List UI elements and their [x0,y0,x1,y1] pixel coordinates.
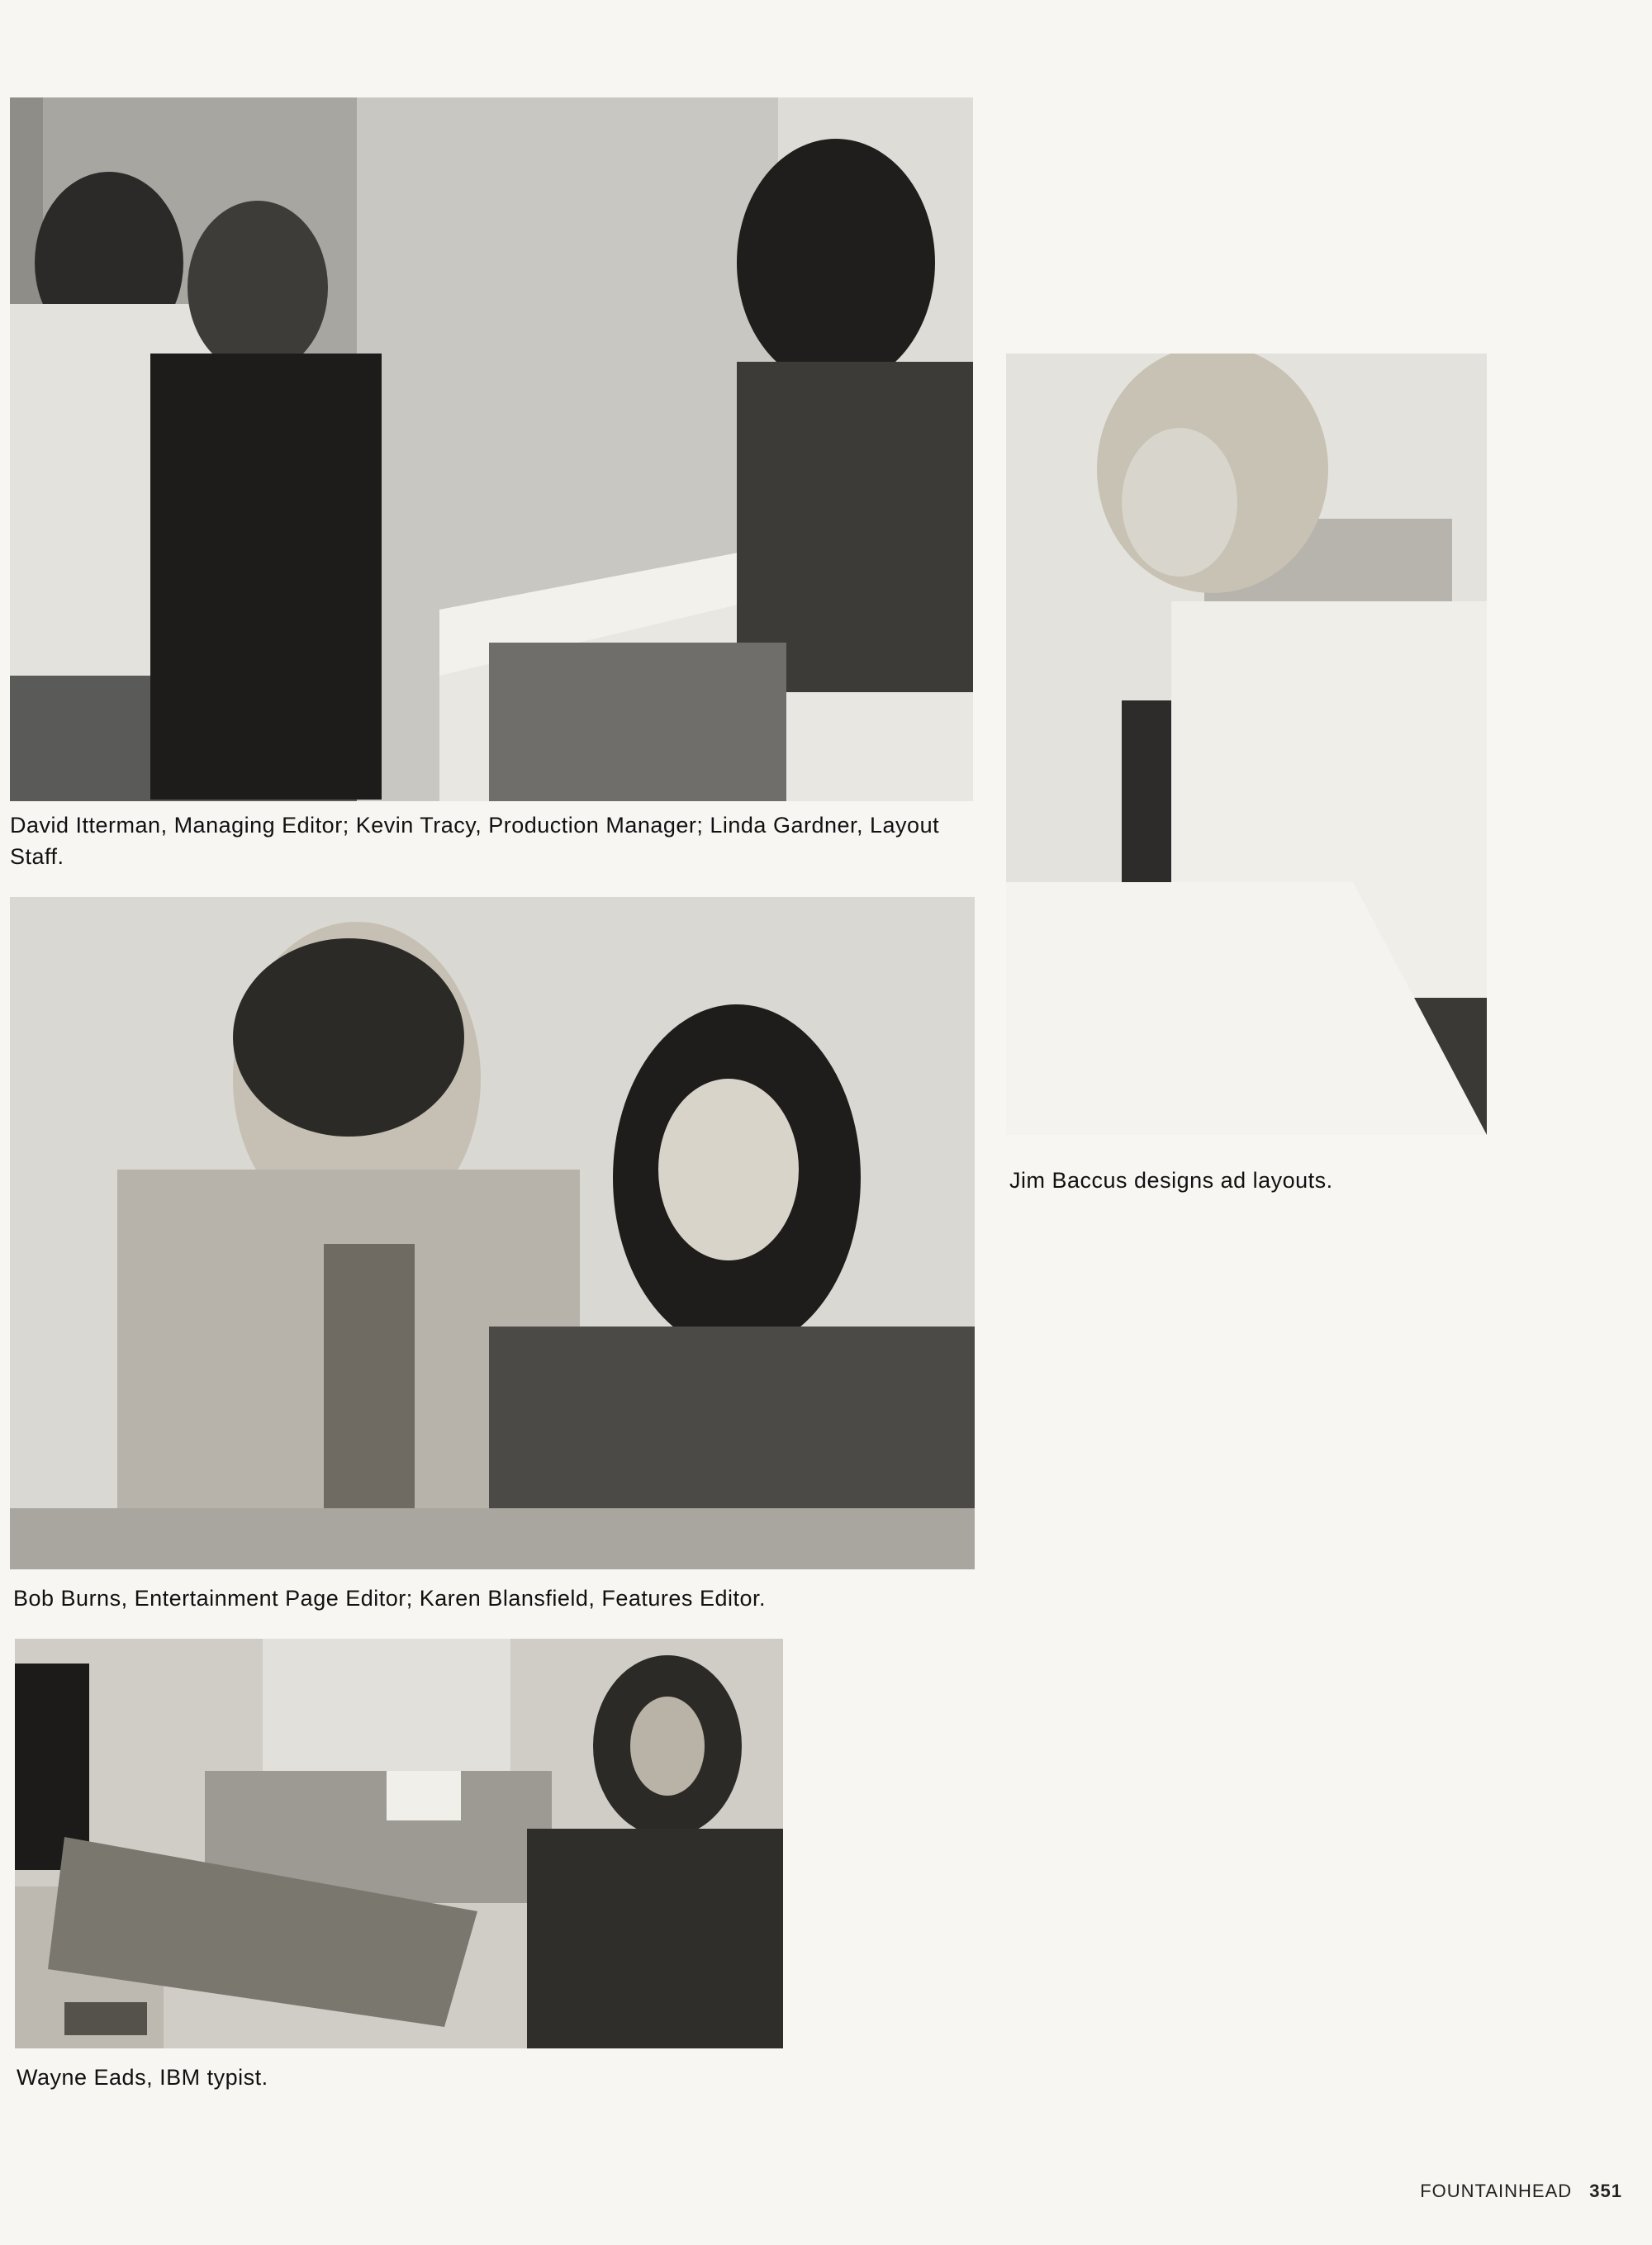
caption-layout-staff: David Itterman, Managing Editor; Kevin Tracy, Production Manager; Linda Gardner, Layout Staff. [10,813,940,869]
page-number: 351 [1589,2181,1622,2201]
photo-burns-blansfield [10,897,975,1569]
photo-wayne-eads [15,1639,783,2048]
photo-jim-baccus [1006,354,1487,1135]
photo-layout-staff-image [10,97,973,801]
photo-wayne-eads-image [15,1639,783,2048]
caption-wayne-eads: Wayne Eads, IBM typist. [17,2065,268,2090]
caption-burns-blansfield: Bob Burns, Entertainment Page Editor; Karen Blansfield, Features Editor. [13,1586,766,1611]
photo-jim-baccus-image [1006,354,1487,1135]
photo-layout-staff [10,97,973,801]
publication-name: FOUNTAINHEAD [1420,2181,1573,2201]
caption-jim-baccus: Jim Baccus designs ad layouts. [1009,1168,1333,1193]
photo-burns-blansfield-image [10,897,975,1569]
page-footer [1322,2181,1652,2202]
